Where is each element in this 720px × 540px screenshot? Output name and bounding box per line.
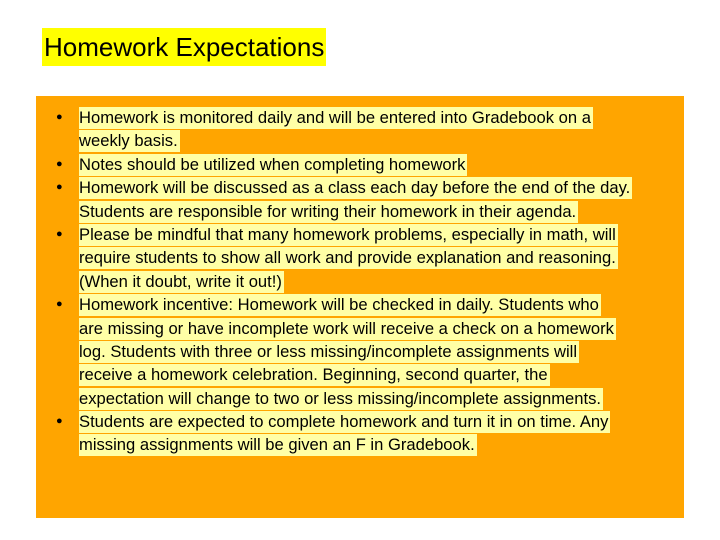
bullet-line: weekly basis. (79, 131, 178, 151)
bullet-line: Homework incentive: Homework will be checked in daily. Students who (79, 295, 599, 315)
bullet-line: log. Students with three or less missing/incomplete assignments will (79, 341, 578, 361)
bullet-icon: ● (56, 111, 63, 123)
bullet-line: Please be mindful that many homework problems, especially in math, will (79, 224, 616, 244)
bullet-icon: ● (56, 157, 63, 170)
bullet-list (36, 106, 684, 457)
bullet-line: are missing or have incomplete work will receive a check on a homework (79, 318, 614, 338)
list-item (36, 106, 684, 153)
bullet-line: (When it doubt, write it out!) (79, 271, 282, 291)
content-panel (36, 96, 684, 518)
bullet-line: receive a homework celebration. Beginning, second quarter, the (79, 365, 548, 385)
bullet-line: Students are expected to complete homework and turn it in on time. Any (79, 412, 609, 432)
list-item (36, 410, 684, 457)
list-item (36, 223, 684, 293)
list-item (36, 293, 684, 410)
list-item (36, 153, 684, 176)
bullet-line: missing assignments will be given an F in Gradebook. (79, 435, 475, 455)
bullet-line: Notes should be utilized when completing homework (79, 154, 466, 174)
bullet-icon: ● (56, 298, 63, 311)
bullet-line: require students to show all work and provide explanation and reasoning. (79, 248, 616, 268)
page-title: Homework Expectations (42, 28, 326, 66)
bullet-icon: ● (56, 181, 63, 194)
list-item (36, 176, 684, 223)
bullet-line: Homework will be discussed as a class each day before the end of the day. (79, 178, 631, 198)
bullet-line: Students are responsible for writing their homework in their agenda. (79, 201, 577, 221)
bullet-line: expectation will change to two or less missing/incomplete assignments. (79, 388, 602, 408)
bullet-icon: ● (56, 227, 63, 240)
bullet-line: Homework is monitored daily and will be entered into Gradebook on a (79, 108, 591, 127)
bullet-icon: ● (56, 415, 63, 428)
